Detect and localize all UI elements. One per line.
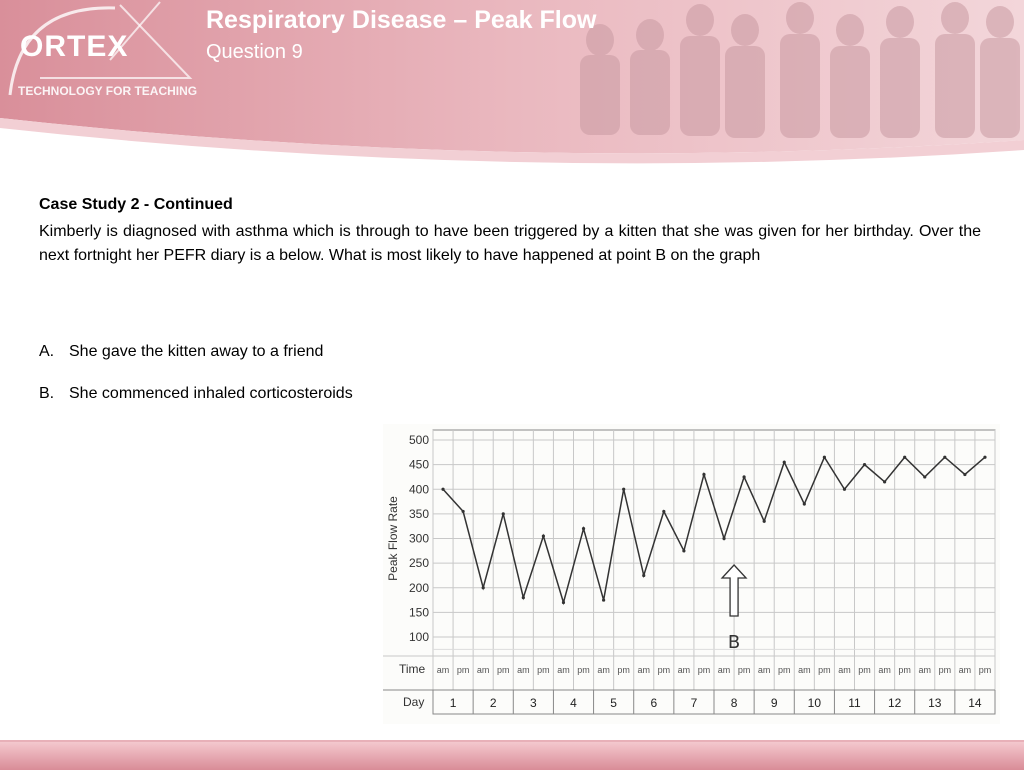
ortex-logo (0, 0, 200, 110)
day-tick-label: 12 (887, 696, 902, 710)
time-tick-label: pm (978, 665, 992, 675)
time-tick-label: am (597, 665, 610, 675)
day-tick-label: 11 (848, 696, 861, 710)
day-tick-label: 1 (449, 696, 457, 710)
time-tick-label: am (918, 665, 932, 675)
time-tick-label: pm (898, 665, 911, 675)
case-heading: Case Study 2 - Continued (39, 196, 233, 213)
header-banner (0, 0, 1024, 170)
time-tick-label: pm (697, 665, 711, 675)
data-point (562, 601, 565, 604)
data-point (702, 473, 705, 476)
time-tick-label: am (838, 665, 851, 675)
data-point (462, 510, 465, 513)
day-tick-label: 6 (650, 696, 658, 710)
slide-title: Respiratory Disease – Peak Flow (206, 6, 597, 34)
data-point (923, 475, 926, 478)
y-tick-label: 150 (408, 605, 429, 620)
time-row-label: Time (399, 662, 426, 676)
option-letter: A. (39, 343, 55, 360)
day-tick-label: 2 (489, 696, 497, 710)
data-point (943, 456, 946, 459)
time-tick-label: am (958, 665, 972, 675)
data-point (642, 574, 645, 577)
data-point (763, 520, 766, 523)
logo-text: ORTEX (20, 30, 129, 63)
time-tick-label: pm (858, 665, 871, 675)
peak-flow-svg (383, 424, 1000, 724)
time-tick-label: am (878, 665, 891, 675)
option-a[interactable] (39, 343, 323, 361)
data-point (983, 456, 986, 459)
logo-tagline: TECHNOLOGY FOR TEACHING (18, 84, 198, 98)
data-point (783, 461, 786, 464)
data-point (622, 488, 625, 491)
data-point (863, 463, 866, 466)
data-point (602, 598, 605, 601)
y-tick-label: 300 (408, 531, 429, 546)
data-point (843, 488, 846, 491)
point-b-arrow-icon (722, 565, 746, 616)
y-tick-label: 100 (408, 630, 429, 644)
time-tick-label: am (517, 665, 530, 675)
day-tick-label: 13 (928, 696, 942, 710)
time-tick-label: pm (777, 665, 791, 675)
y-tick-label: 200 (408, 580, 429, 595)
time-tick-label: pm (456, 665, 470, 675)
data-point (722, 537, 725, 540)
time-tick-label: am (436, 665, 450, 675)
data-point (482, 586, 485, 589)
option-letter: B. (39, 385, 55, 402)
day-tick-label: 14 (968, 696, 982, 710)
point-b-label: B (727, 632, 741, 653)
data-point (743, 475, 746, 478)
time-tick-label: am (677, 665, 691, 675)
time-tick-label: am (798, 665, 811, 675)
time-tick-label: pm (737, 665, 751, 675)
footer-bar (0, 740, 1024, 770)
data-point (963, 473, 966, 476)
time-tick-label: am (476, 665, 490, 675)
y-axis-label: Peak Flow Rate (386, 496, 400, 581)
data-point (502, 512, 505, 515)
day-tick-label: 4 (570, 696, 577, 710)
slide-subtitle: Question 9 (206, 41, 303, 63)
data-point (823, 456, 826, 459)
time-tick-label: am (637, 665, 651, 675)
y-tick-label: 250 (408, 556, 429, 571)
day-tick-label: 7 (690, 696, 698, 710)
y-tick-label: 350 (408, 506, 429, 521)
day-tick-label: 10 (807, 696, 822, 710)
time-tick-label: pm (537, 665, 550, 675)
data-point (582, 527, 585, 530)
data-point (903, 456, 906, 459)
time-tick-label: pm (938, 665, 952, 675)
data-point (803, 502, 806, 505)
y-tick-label: 450 (408, 457, 429, 472)
data-point (883, 480, 886, 483)
case-text: Kimberly is diagnosed with asthma which is through to have been triggered by a kitten that she was given for her birthday. Over the next fortnight her PEFR diary is a below. What is most likely to have happened at point B on the graph (39, 223, 981, 264)
time-tick-label: am (557, 665, 570, 675)
day-row-label: Day (403, 695, 425, 709)
y-tick-label: 500 (408, 433, 429, 447)
day-tick-label: 5 (610, 696, 617, 710)
data-point (522, 596, 525, 599)
option-text: She gave the kitten away to a friend (69, 343, 324, 360)
case-study (39, 196, 981, 268)
data-point (441, 488, 444, 491)
option-text: She commenced inhaled corticosteroids (69, 385, 353, 402)
time-tick-label: pm (818, 665, 831, 675)
time-tick-label: am (717, 665, 731, 675)
peak-flow-chart (383, 424, 1000, 724)
y-tick-label: 400 (408, 482, 429, 497)
day-tick-label: 8 (730, 696, 738, 710)
time-tick-label: pm (617, 665, 630, 675)
data-point (682, 549, 685, 552)
day-tick-label: 3 (530, 696, 537, 710)
time-tick-label: pm (657, 665, 671, 675)
time-tick-label: pm (577, 665, 590, 675)
day-tick-label: 9 (770, 696, 778, 710)
option-b[interactable] (39, 385, 353, 403)
time-tick-label: am (757, 665, 771, 675)
data-point (542, 534, 545, 537)
time-tick-label: pm (496, 665, 510, 675)
data-point (662, 510, 665, 513)
